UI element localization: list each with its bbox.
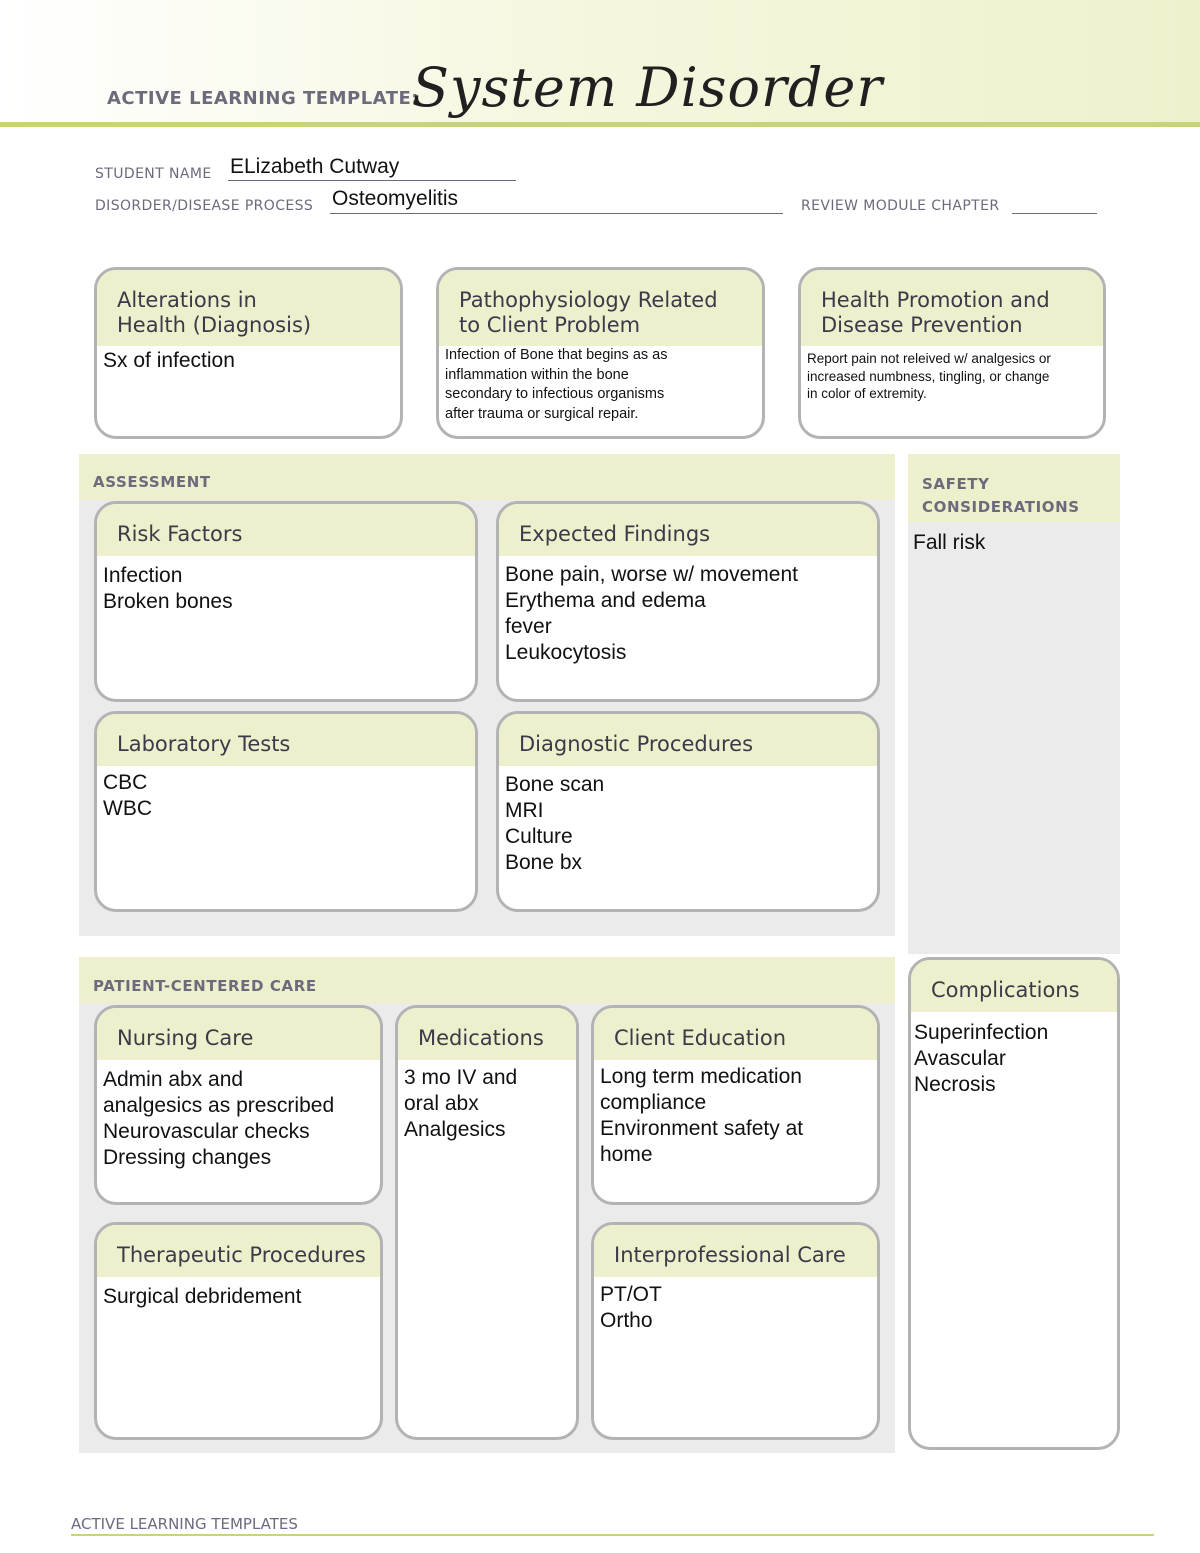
card-title-line: Laboratory Tests — [117, 732, 291, 756]
risk-factors-card — [94, 501, 478, 702]
card-text-line: Culture — [505, 825, 573, 848]
card-text-line: PT/OT — [600, 1283, 662, 1306]
client-education-card — [591, 1005, 880, 1205]
interprofessional-care-card-header — [594, 1225, 877, 1277]
card-text-line: Avascular — [914, 1047, 1006, 1070]
card-text-line: Infection of Bone that begins as as — [445, 347, 668, 363]
nursing-care-card — [94, 1005, 383, 1205]
review-module-underline — [1012, 213, 1097, 214]
expected-findings-card — [496, 501, 880, 702]
card-text-line: Erythema and edema — [505, 589, 706, 612]
card-text-line: oral abx — [404, 1092, 479, 1115]
card-title-line: Health Promotion and — [821, 288, 1050, 312]
student-name-label: STUDENT NAME — [95, 166, 212, 182]
therapeutic-procedures-card — [94, 1222, 383, 1440]
card-title-line: Risk Factors — [117, 522, 243, 546]
laboratory-tests-card — [94, 711, 478, 912]
card-text-line: Neurovascular checks — [103, 1120, 310, 1143]
expected-findings-card-header — [499, 504, 877, 556]
card-text-line: Infection — [103, 564, 183, 587]
complications-card-body[interactable] — [914, 1020, 1111, 1098]
therapeutic-procedures-card-body[interactable] — [103, 1284, 374, 1310]
disorder-label: DISORDER/DISEASE PROCESS — [95, 198, 314, 214]
client-education-card-header — [594, 1008, 877, 1060]
laboratory-tests-card-body[interactable] — [103, 770, 469, 822]
card-title-line: Pathophysiology Related — [459, 288, 718, 312]
interprofessional-care-card — [591, 1222, 880, 1440]
card-text-line: fever — [505, 615, 552, 638]
complications-card-header — [911, 960, 1117, 1012]
card-title-line: Interprofessional Care — [614, 1243, 846, 1267]
footer-divider — [71, 1534, 1154, 1536]
diagnostic-procedures-card-header — [499, 714, 877, 766]
patient-centered-care-title: PATIENT-CENTERED CARE — [93, 977, 317, 995]
card-title-line: to Client Problem — [459, 313, 641, 337]
card-title-line: Health (Diagnosis) — [117, 313, 312, 337]
card-text-line: Long term medication — [600, 1065, 802, 1088]
therapeutic-procedures-card-header — [97, 1225, 380, 1277]
card-text-line: Superinfection — [914, 1021, 1049, 1044]
safety-body[interactable] — [913, 530, 985, 556]
diagnostic-procedures-card-body[interactable] — [505, 772, 871, 876]
safety-considerations-panel — [908, 454, 1120, 954]
pathophysiology-card-header — [439, 270, 762, 346]
laboratory-tests-card-header — [97, 714, 475, 766]
complications-card — [908, 957, 1120, 1450]
card-text-line: Dressing changes — [103, 1146, 272, 1169]
footer-text: ACTIVE LEARNING TEMPLATES — [71, 1515, 298, 1533]
health-promotion-card-header — [801, 270, 1103, 346]
student-name-field[interactable]: ELizabeth Cutway — [230, 155, 400, 178]
card-text-line: in color of extremity. — [807, 386, 927, 401]
card-text-line: compliance — [600, 1091, 707, 1114]
card-text-line: Necrosis — [914, 1073, 996, 1096]
expected-findings-card-body[interactable] — [505, 562, 871, 666]
card-title-line: Medications — [418, 1026, 544, 1050]
card-title-line: Expected Findings — [519, 522, 711, 546]
card-text-line: Environment safety at — [600, 1117, 804, 1140]
header-divider — [0, 122, 1200, 127]
interprofessional-care-card-body[interactable] — [600, 1282, 871, 1334]
card-text-line: secondary to infectious organisms — [445, 386, 665, 402]
disorder-field[interactable]: Osteomyelitis — [332, 187, 459, 210]
card-text-line: Ortho — [600, 1309, 653, 1332]
health-promotion-card — [798, 267, 1106, 439]
review-module-label: REVIEW MODULE CHAPTER — [801, 198, 1000, 214]
disorder-underline — [330, 213, 783, 214]
card-title-line: Alterations in — [117, 288, 257, 312]
card-text-line: Broken bones — [103, 590, 233, 613]
pathophysiology-card — [436, 267, 765, 439]
card-title-line: Complications — [931, 978, 1080, 1002]
card-text-line: 3 mo IV and — [404, 1066, 518, 1089]
card-text-line: Analgesics — [404, 1118, 506, 1141]
safety-title-line: SAFETY — [922, 475, 990, 493]
medications-card-body[interactable] — [404, 1065, 570, 1143]
card-text-line: Bone bx — [505, 851, 583, 874]
medications-card-header — [398, 1008, 576, 1060]
safety-title-line: CONSIDERATIONS — [922, 498, 1080, 516]
card-title-line: Therapeutic Procedures — [117, 1243, 366, 1267]
card-title-line: Diagnostic Procedures — [519, 732, 754, 756]
card-text-line: analgesics as prescribed — [103, 1094, 335, 1117]
nursing-care-card-body[interactable] — [103, 1067, 374, 1171]
card-title-line: Nursing Care — [117, 1026, 254, 1050]
pathophysiology-card-body[interactable] — [445, 346, 756, 424]
page-title: System Disorder — [412, 56, 884, 119]
card-text-line: Sx of infection — [103, 349, 235, 372]
card-text-line: CBC — [103, 771, 148, 794]
card-title-line: Disease Prevention — [821, 313, 1023, 337]
card-text-line: home — [600, 1143, 653, 1166]
card-text-line: Report pain not releived w/ analgesics or — [807, 351, 1051, 366]
card-text-line: inflammation within the bone — [445, 366, 629, 383]
card-text-line: Admin abx and — [103, 1068, 244, 1091]
assessment-title: ASSESSMENT — [93, 473, 211, 491]
card-text-line: Surgical debridement — [103, 1285, 302, 1308]
nursing-care-card-header — [97, 1008, 380, 1060]
template-label: ACTIVE LEARNING TEMPLATE: — [107, 88, 419, 109]
client-education-card-body[interactable] — [600, 1064, 871, 1168]
card-text-line: Bone scan — [505, 773, 605, 796]
alterations-card-header — [97, 270, 400, 346]
student-name-underline — [228, 180, 516, 181]
review-module-field[interactable] — [1014, 187, 1097, 211]
card-text-line: after trauma or surgical repair. — [445, 405, 639, 422]
health-promotion-card-body[interactable] — [807, 350, 1097, 403]
medications-card — [395, 1005, 579, 1440]
card-text-line: Fall risk — [913, 531, 986, 554]
alterations-card-body[interactable] — [103, 348, 394, 374]
alterations-in-health-card — [94, 267, 403, 439]
card-text-line: WBC — [103, 797, 152, 820]
card-text-line: increased numbness, tingling, or change — [807, 368, 1050, 384]
diagnostic-procedures-card — [496, 711, 880, 912]
risk-factors-card-body[interactable] — [103, 563, 469, 615]
risk-factors-card-header — [97, 504, 475, 556]
card-text-line: Bone pain, worse w/ movement — [505, 563, 798, 586]
card-text-line: MRI — [505, 799, 544, 822]
card-text-line: Leukocytosis — [505, 641, 627, 664]
card-title-line: Client Education — [614, 1026, 787, 1050]
safety-title — [922, 473, 1080, 519]
